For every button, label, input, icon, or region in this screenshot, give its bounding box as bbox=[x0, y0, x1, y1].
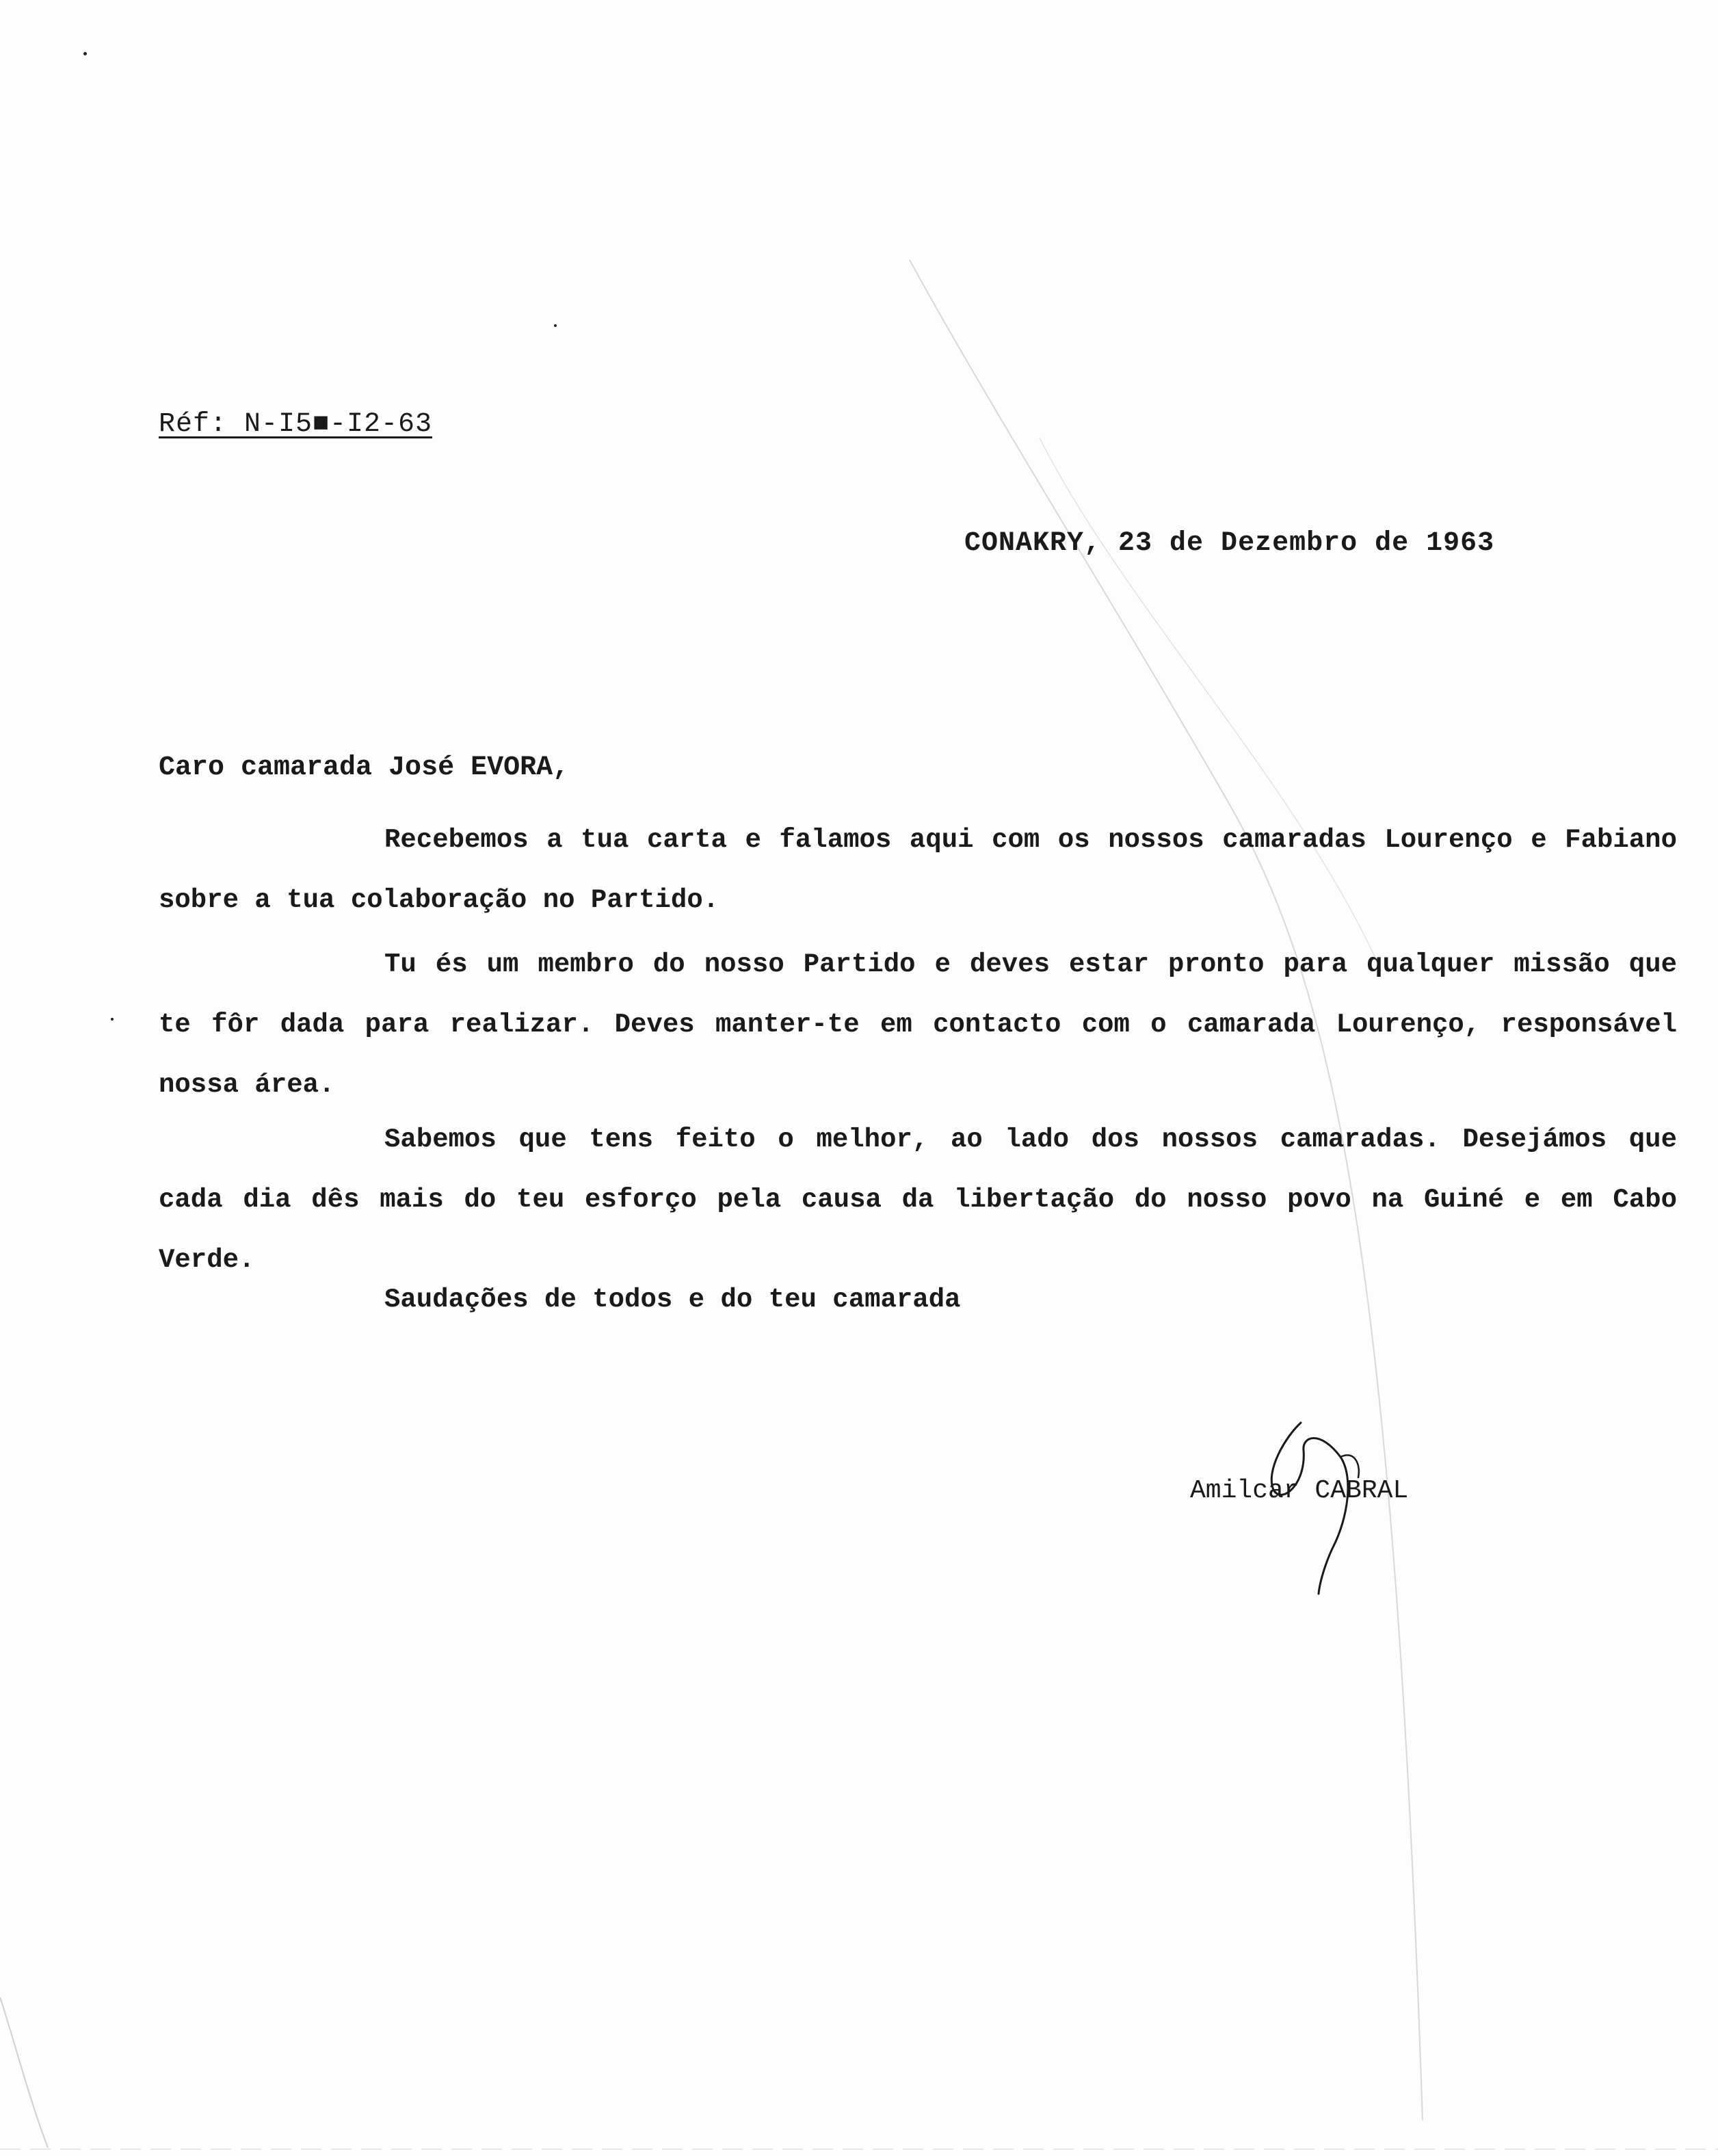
paper-speck bbox=[83, 52, 87, 55]
reference-number: Réf: N-I5■-I2-63 bbox=[159, 409, 433, 440]
letter-paragraph: Recebemos a tua carta e falamos aqui com os nossos camaradas Lourenço e Fabiano sobre a tua colaboração no Partido. bbox=[159, 825, 1677, 915]
salutation: Caro camarada José EVORA, bbox=[159, 752, 570, 783]
closing-line: Saudações de todos e do teu camarada bbox=[384, 1285, 961, 1315]
place-and-date: CONAKRY, 23 de Dezembro de 1963 bbox=[964, 528, 1495, 559]
paper-speck bbox=[554, 324, 557, 327]
letter-paragraph: Tu és um membro do nosso Partido e deves estar pronto para qualquer missão que te fôr dada para realizar. Deves manter-te em contacto com o camarada Lourenço, responsável nossa área. bbox=[159, 949, 1677, 1100]
letter-paragraph: Sabemos que tens feito o melhor, ao lado dos nossos camaradas. Desejámos que cada dia dês mais do teu esforço pela causa da libertação do nosso povo na Guiné e em Cabo Verde. bbox=[159, 1125, 1677, 1275]
signatory-name: Amilcar CABRAL bbox=[1190, 1476, 1409, 1506]
paper-speck bbox=[111, 1018, 114, 1021]
